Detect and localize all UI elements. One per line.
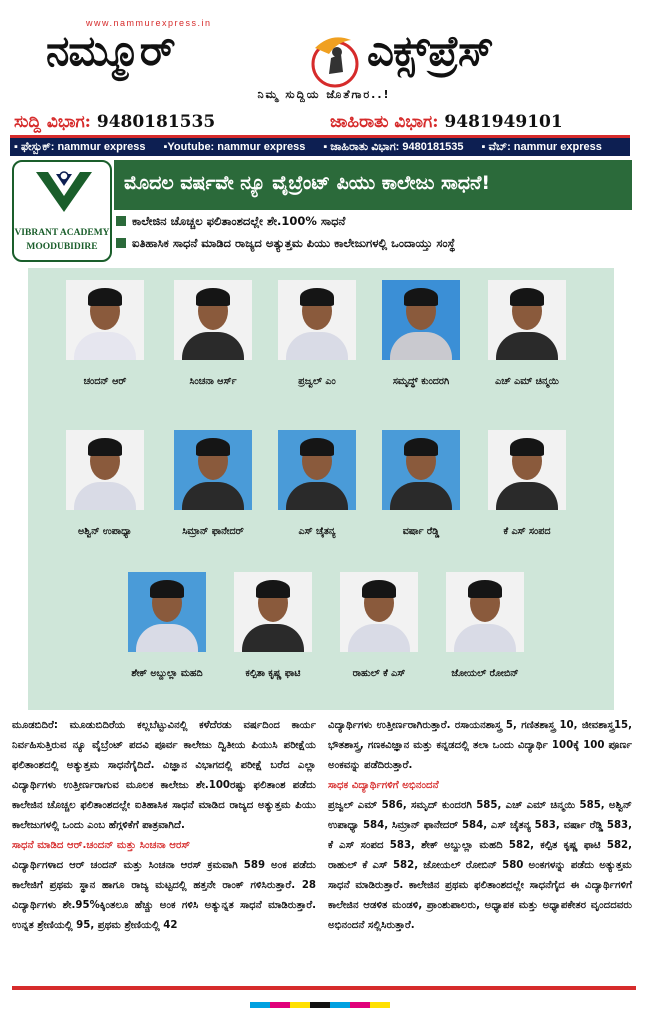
student-card: [60, 280, 150, 398]
student-photo: [278, 430, 356, 510]
article-paragraph: ವಿದ್ಯಾರ್ಥಿಗಳು ಉತ್ತೀರ್ಣರಾಗಿರುತ್ತಾರೆ. ರಸಾಯನಶಾಸ್ತ್ರ 5, ಗಣಿತಶಾಸ್ತ್ರ 10, ಜೀವಶಾಸ್ತ್ರ15, ಭೌತಶಾಸ್ತ್ರ, ಗಣಕವಿಜ್ಞಾನ ಮತ್ತು ಕನ್ನಡದಲ್ಲಿ ತಲಾ ಒಂದು ವಿದ್ಯಾರ್ಥಿ 100ಕ್ಕೆ 100 ಪೂರ್ಣ ಅಂಕವನ್ನು ಪಡೆದಿರುತ್ತಾರೆ.: [328, 720, 632, 771]
news-department: [14, 112, 215, 132]
student-name: ಚಂದನ್ ಆರ್: [83, 376, 127, 387]
subhead-1: [116, 214, 345, 229]
academy-place: MOODUBIDIRE: [26, 242, 98, 252]
bottom-rule: [12, 986, 636, 990]
article-paragraph: ವಿದ್ಯಾರ್ಥಿಗಳಾದ ಆರ್ ಚಂದನ್ ಮತ್ತು ಸಿಂಚನಾ ಆರಸ್ ಕ್ರಮವಾಗಿ 589 ಅಂಕ ಪಡೆದು ಕಾಲೇಜಿಗೆ ಪ್ರಥಮ ಸ್ಥಾನ ಹಾಗೂ ರಾಜ್ಯ ಮಟ್ಟದಲ್ಲಿ ಹತ್ತನೇ ರಾಂಕ್ ಗಳಿಸಿರುತ್ತಾರೆ. 28 ವಿದ್ಯಾರ್ಥಿಗಳು ಶೇ.95%ಕ್ಕಿಂತಲೂ ಹೆಚ್ಚು ಅಂಕ ಗಳಿಸಿ ಅತ್ಯುನ್ನತ ಸಾಧನೆ ಮಾಡಿರುತ್ತಾರೆ. ಉನ್ನತ ಶ್ರೇಣಿಯಲ್ಲಿ 95, ಪ್ರಥಮ ಶ್ರೇಣಿಯಲ್ಲಿ 42: [12, 860, 316, 931]
subhead-2: [116, 236, 455, 251]
student-photo: [234, 572, 312, 652]
masthead-logo-icon: [307, 32, 363, 88]
student-photo: [488, 280, 566, 360]
student-card: [376, 280, 466, 398]
ad-label: ಜಾಹಿರಾತು ವಿಭಾಗ:: [330, 112, 439, 132]
student-name: ಸಿಮ್ರಾನ್ ಫಾನೇದರ್: [182, 526, 244, 537]
student-card: [440, 572, 530, 690]
student-photo: [382, 280, 460, 360]
web-link[interactable]: ▪ ವೆಬ್: nammur express: [481, 140, 602, 153]
student-card: [334, 572, 424, 690]
ad-dept-contact: ▪ ಜಾಹಿರಾತು ವಿಭಾಗ: 9480181535: [323, 140, 464, 153]
article-column-2: [328, 716, 632, 936]
student-card: [272, 430, 362, 548]
student-name: ಕೆ ಎಸ್ ಸಂಪದ: [503, 526, 551, 537]
facebook-link[interactable]: ▪ ಫೇಸ್ಬುಕ್: nammur express: [14, 140, 146, 153]
student-photo: [446, 572, 524, 652]
bullet-square-icon: [116, 216, 126, 226]
student-photo: [66, 280, 144, 360]
student-photo: [174, 280, 252, 360]
article-column-1: [12, 716, 316, 936]
student-photo: [174, 430, 252, 510]
article-subheading: ಸಾಧನೆ ಮಾಡಿದ ಆರ್.ಚಂದನ್ ಮತ್ತು ಸಿಂಚನಾ ಆರಸ್: [12, 840, 191, 851]
article-subheading: ಸಾಧಕ ವಿದ್ಯಾರ್ಥಿಗಳಿಗೆ ಅಭಿನಂದನೆ: [328, 780, 439, 791]
student-name: ಪ್ರಜ್ವಲ್ ಎಂ: [298, 376, 336, 387]
masthead: [12, 26, 636, 86]
news-label: ಸುದ್ದಿ ವಿಭಾಗ:: [14, 112, 91, 132]
headline: ಮೊದಲ ವರ್ಷವೇ ನ್ಯೂ ವೈಬ್ರೆಂಟ್ ಪಿಯು ಕಾಲೇಜು ಸಾಧನೆ!: [114, 160, 632, 210]
ad-department: [330, 112, 563, 132]
subhead-2-text: ಐತಿಹಾಸಿಕ ಸಾಧನೆ ಮಾಡಿದ ರಾಜ್ಯದ ಅತ್ಯುತ್ತಮ ಪಿಯು ಕಾಲೇಜುಗಳಲ್ಲಿ ಒಂದಾಯ್ತು ಸಂಸ್ಥೆ: [132, 236, 456, 250]
student-photo: [340, 572, 418, 652]
student-card: [228, 572, 318, 690]
student-name: ಶೇಕ್ ಅಬ್ದುಲ್ಲಾ ಮಹದಿ: [131, 668, 203, 679]
student-card: [60, 430, 150, 548]
article-paragraph: ಪ್ರಜ್ವಲ್ ಎಮ್ 586, ಸಮೃದ್ ಕುಂದರಗಿ 585, ಎಚ್ ಎಮ್ ಚಿನ್ಮಯಿ 585, ಅಶ್ವಿನ್ ಉಪಾಧ್ಯಾ 584, ಸಿಮ್ರಾನ್ ಫಾನೇದರ್ 584, ಎಸ್ ಚೈತನ್ಯ 583, ವರ್ಷಾ ರೆಡ್ಡಿ 583, ಕೆ ಎಸ್ ಸಂಪದ 583, ಶೇಕ್ ಅಬ್ದುಲ್ಲಾ ಮಹದಿ 582, ಕಲ್ಪಿತ ಕೃಷ್ಣ ಫಾಟಿ 582, ರಾಹುಲ್ ಕೆ ಎಸ್ 582, ಜೋಯಲ್ ರೋಬಿನ್ 580 ಅಂಕಗಳನ್ನು ಪಡೆದು ಅತ್ಯುತ್ತಮ ಸಾಧನೆ ಮಾಡಿರುತ್ತಾರೆ. ಕಾಲೇಜಿನ ಪ್ರಥಮ ಫಲಿತಾಂಶದಲ್ಲೇ ಸಾಧನೆಗೈದ ಈ ವಿದ್ಯಾರ್ಥಿಗಳಿಗೆ ಕಾಲೇಜಿನ ಆಡಳಿತ ಮಂಡಳಿ, ಪ್ರಾಂಶುಪಾಲರು, ಅಧ್ಯಾಪಕ ಮತ್ತು ಅಧ್ಯಾಪಕೇತರ ವೃಂದದವರು ಅಭಿನಂದನೆ ಸಲ್ಲಿಸಿರುತ್ತಾರೆ.: [328, 800, 632, 931]
academy-logo: [12, 160, 112, 262]
student-card: [376, 430, 466, 548]
student-card: [168, 430, 258, 548]
masthead-tagline: ನಿಮ್ಮ ಸುದ್ದಿಯ ಜೊತೆಗಾರ..!: [257, 88, 391, 101]
student-photo: [278, 280, 356, 360]
masthead-name-right: ಎಕ್ಸ್‌ಪ್ರೆಸ್: [367, 26, 493, 75]
contact-bar: [10, 138, 630, 156]
student-card: [168, 280, 258, 398]
student-card: [272, 280, 362, 398]
student-name: ಜೋಯಲ್ ರೋಬಿನ್: [451, 668, 519, 679]
student-name: ಎಸ್ ಚೈತನ್ಯ: [298, 526, 336, 537]
article-paragraph: ಮೂಡಬಿದಿರೆ: ಮೂಡುಬಿದಿರೆಯ ಕಲ್ಲಬೆಟ್ಟುವಿನಲ್ಲಿ ಕಳೆದೆರಡು ವರ್ಷದಿಂದ ಕಾರ್ಯ ನಿರ್ವಹಿಸುತ್ತಿರುವ ನ್ಯೂ ವೈಬ್ರೆಂಟ್ ಪದವಿ ಪೂರ್ವ ಕಾಲೇಜು ದ್ವಿತೀಯ ಪಿಯುಸಿ ಪರೀಕ್ಷೆಯ ಫಲಿತಾಂಶದಲ್ಲಿ ಅತ್ಯುತ್ತಮ ಸಾಧನೆಗೈದಿದೆ. ವಿಜ್ಞಾನ ವಿಭಾಗದಲ್ಲಿ ಪರೀಕ್ಷೆ ಬರೆದ ಎಲ್ಲಾ ವಿದ್ಯಾರ್ಥಿಗಳು ಉತ್ತೀರ್ಣರಾಗುವ ಮೂಲಕ ಕಾಲೇಜು ಶೇ.100ರಷ್ಟು ಫಲಿತಾಂಶ ಪಡೆದು ಕಾಲೇಜಿನ ಚೊಚ್ಚಲ ಫಲಿತಾಂಶದಲ್ಲೇ ಐತಿಹಾಸಿಕ ಸಾಧನೆ ಮಾಡಿದ ರಾಜ್ಯದ ಅತ್ಯುತ್ತಮ ಪಿಯು ಕಾಲೇಜುಗಳಲ್ಲಿ ಒಂದು ಎಂಬ ಹೆಗ್ಗಳಿಕೆಗೆ ಪಾತ್ರವಾಗಿದೆ.: [12, 720, 316, 831]
student-photo: [66, 430, 144, 510]
subhead-1-text: ಕಾಲೇಜಿನ ಚೊಚ್ಚಲ ಫಲಿತಾಂಶದಲ್ಲೇ ಶೇ.100% ಸಾಧನೆ: [132, 214, 346, 228]
student-photo-grid: [28, 268, 614, 710]
masthead-name-left: ನಮ್ಮೂರ್: [46, 26, 175, 75]
student-name: ಕಲ್ಪಿತಾ ಕೃಷ್ಣ ಫಾಟಿ: [245, 668, 301, 679]
bullet-square-icon: [116, 238, 126, 248]
student-name: ಸಿಂಚನಾ ಆರ್ಸ್: [189, 376, 237, 387]
academy-v-icon: [34, 170, 94, 214]
masthead-url: www.nammurexpress.in: [86, 18, 212, 28]
student-name: ರಾಹುಲ್ ಕೆ ಎಸ್: [352, 668, 406, 679]
youtube-link[interactable]: ▪Youtube: nammur express: [163, 141, 306, 153]
student-card: [482, 430, 572, 548]
student-name: ಎಚ್ ಎಮ್ ಚಿನ್ಮಯಿ: [495, 376, 559, 387]
article: [12, 716, 636, 986]
ad-phone: 9481949101: [444, 112, 563, 132]
student-card: [122, 572, 212, 690]
student-photo: [128, 572, 206, 652]
print-color-marks: [250, 1002, 390, 1008]
student-card: [482, 280, 572, 398]
student-photo: [382, 430, 460, 510]
student-name: ಸಮೃದ್ಧ್ ಕುಂದರಗಿ: [392, 376, 450, 387]
news-phone: 9480181535: [96, 112, 216, 132]
academy-name: VIBRANT ACADEMY: [14, 228, 110, 238]
student-photo: [488, 430, 566, 510]
student-name: ವರ್ಷಾ ರೆಡ್ಡಿ: [402, 526, 440, 537]
student-name: ಅಶ್ವಿನ್ ಉಪಾಧ್ಯಾ: [78, 526, 132, 537]
